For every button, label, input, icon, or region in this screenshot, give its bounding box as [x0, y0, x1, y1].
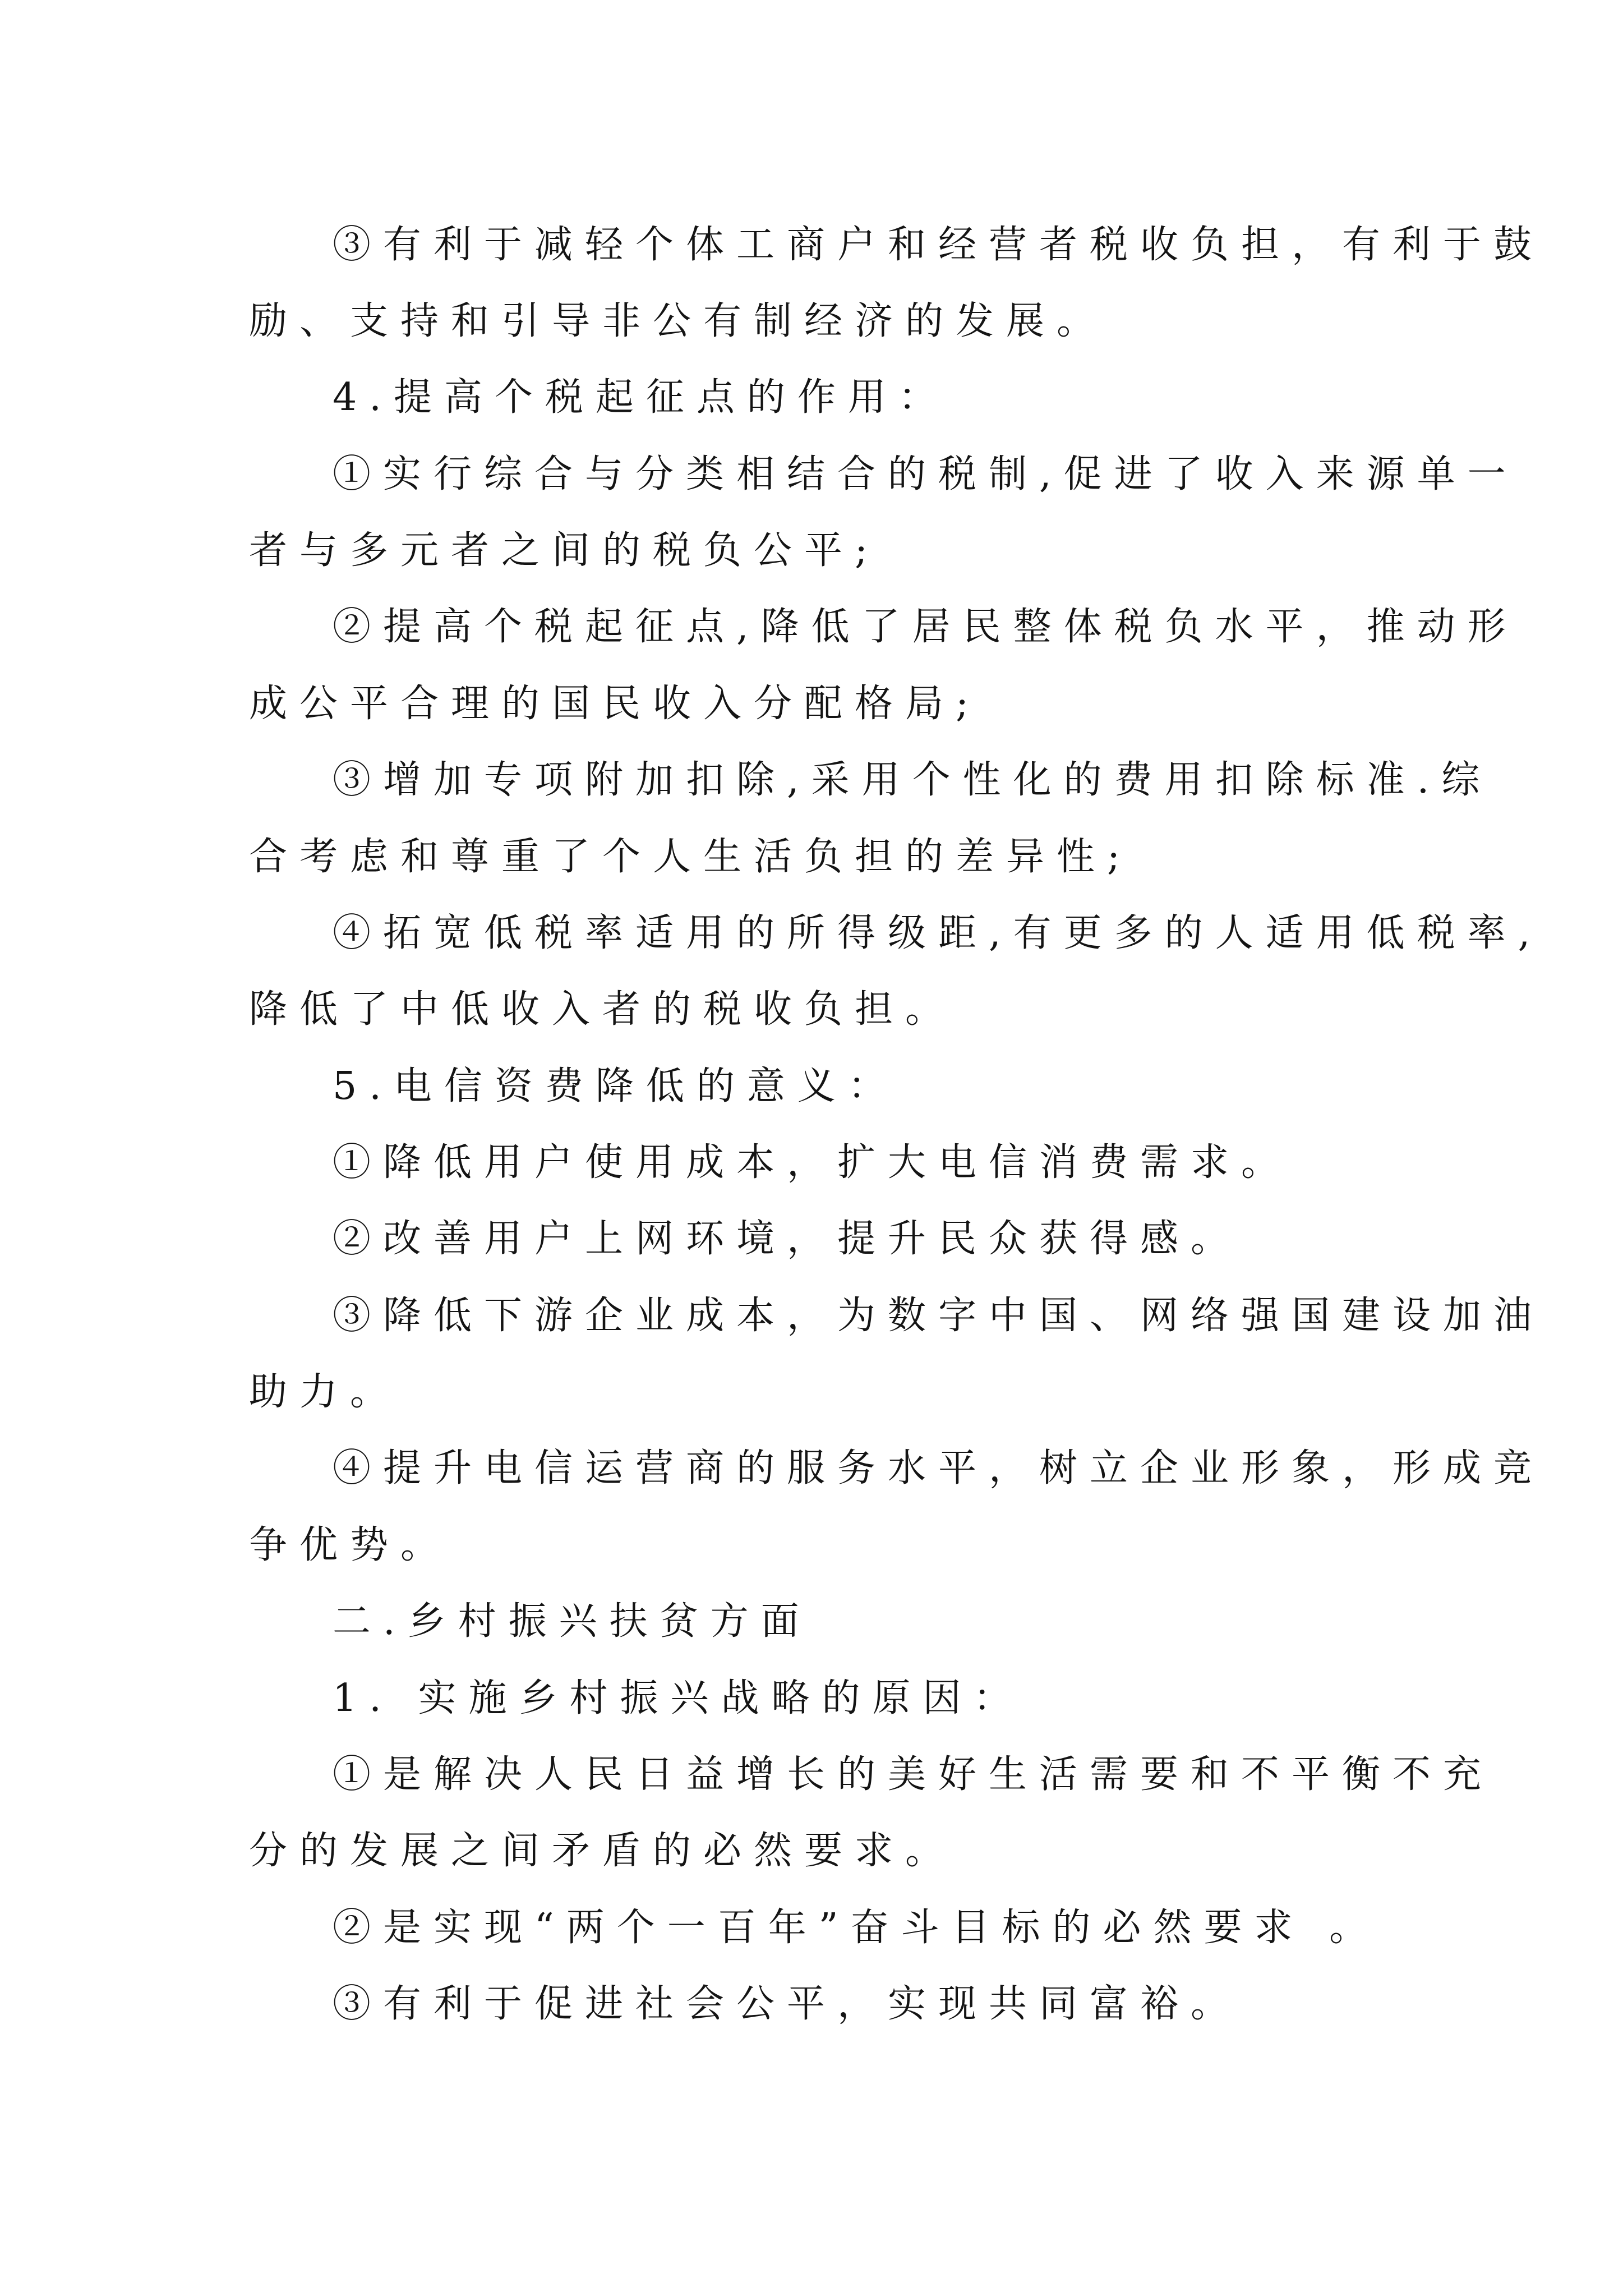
- text-line: 5.电信资费降低的意义：: [333, 1064, 898, 1108]
- text-line: 励、支持和引导非公有制经济的发展。: [249, 299, 1108, 343]
- text-line: 成公平合理的国民收入分配格局;: [249, 682, 981, 726]
- text-line: ②是实现“两个一百年”奋斗目标的必然要求 。: [333, 1906, 1380, 1950]
- text-line: 助力。: [249, 1370, 401, 1414]
- text-line: 分的发展之间矛盾的必然要求。: [249, 1829, 956, 1873]
- text-line: ①降低用户使用成本，扩大电信消费需求。: [333, 1140, 1292, 1185]
- text-line: 合考虑和尊重了个人生活负担的差异性;: [249, 835, 1132, 879]
- text-line: ④拓宽低税率适用的所得级距,有更多的人适用低税率,: [333, 911, 1543, 955]
- text-line: ④提升电信运营商的服务水平，树立企业形象，形成竞: [333, 1446, 1544, 1490]
- text-line: 1. 实施乡村振兴战略的原因：: [333, 1676, 1024, 1720]
- text-line: 4.提高个税起征点的作用：: [333, 375, 949, 420]
- text-line: ③有利于减轻个体工商户和经营者税收负担，有利于鼓: [333, 223, 1544, 267]
- text-line: ③降低下游企业成本，为数字中国、网络强国建设加油: [333, 1294, 1544, 1338]
- text-line: 降低了中低收入者的税收负担。: [249, 987, 956, 1032]
- text-line: ①实行综合与分类相结合的税制,促进了收入来源单一: [333, 452, 1518, 496]
- text-line: ①是解决人民日益增长的美好生活需要和不平衡不充: [333, 1752, 1494, 1797]
- text-line: ③增加专项附加扣除,采用个性化的费用扣除标准.综: [333, 758, 1492, 802]
- section-heading: 二.乡村振兴扶贫方面: [333, 1599, 811, 1644]
- text-line: ②提高个税起征点,降低了居民整体税负水平，推动形: [333, 605, 1518, 649]
- text-line: ②改善用户上网环境，提升民众获得感。: [333, 1217, 1242, 1261]
- text-line: 者与多元者之间的税负公平;: [249, 528, 880, 573]
- text-line: ③有利于促进社会公平，实现共同富裕。: [333, 1982, 1242, 2026]
- text-line: 争优势。: [249, 1523, 451, 1567]
